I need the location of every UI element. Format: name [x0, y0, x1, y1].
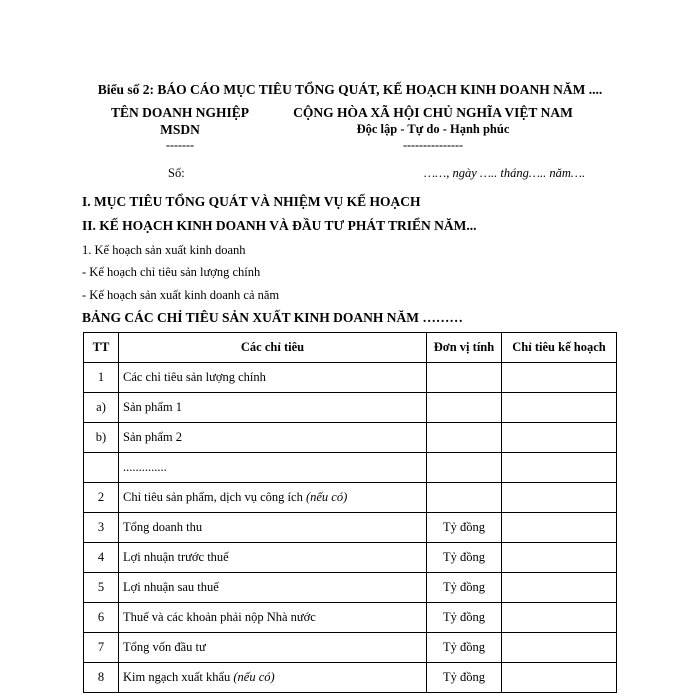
row-indicator [119, 603, 427, 633]
row-indicator [119, 393, 427, 423]
section-1-heading: I. MỤC TIÊU TỔNG QUÁT VÀ NHIỆM VỤ KẾ HOẠCH [82, 194, 421, 209]
row-indicator-text: Lợi nhuận sau thuế [123, 580, 219, 594]
row-plan-value [502, 423, 617, 453]
row-unit [427, 483, 502, 513]
table-header-row [84, 333, 617, 363]
document-title: Biểu số 2: BÁO CÁO MỤC TIÊU TỔNG QUÁT, KẾ HOẠCH KINH DOANH NĂM .... [97, 82, 603, 97]
row-plan-value [502, 483, 617, 513]
row-indicator-text: Sản phẩm 1 [123, 400, 183, 414]
row-indicator-text: Các chỉ tiêu sản lượng chính [123, 370, 266, 384]
row-indicator-text: Sản phẩm 2 [123, 430, 183, 444]
row-plan-value [502, 453, 617, 483]
section-2-heading: II. KẾ HOẠCH KINH DOANH VÀ ĐẦU TƯ PHÁT TRIỂN NĂM... [82, 218, 477, 233]
row-plan-value [502, 363, 617, 393]
item-1b: - Kế hoạch sản xuất kinh doanh cả năm [82, 288, 280, 302]
company-name: TÊN DOANH NGHIỆP [110, 105, 249, 120]
row-tt: 4 [84, 543, 119, 573]
row-plan-value [502, 663, 617, 693]
row-plan-value [502, 633, 617, 663]
row-tt: 1 [84, 363, 119, 393]
row-unit: Tỷ đồng [427, 603, 502, 633]
row-indicator-text: Tổng vốn đầu tư [123, 640, 206, 654]
national-motto: Độc lập - Tự do - Hạnh phúc [356, 122, 510, 136]
row-indicator [119, 543, 427, 573]
row-indicator-note: (nếu có) [233, 670, 275, 684]
header-unit: Đơn vị tính [427, 333, 502, 363]
table-row [84, 663, 617, 693]
row-indicator-text: Lợi nhuận trước thuế [123, 550, 229, 564]
motto-divider: --------------- [403, 138, 463, 152]
table-row [84, 363, 617, 393]
row-unit: Tỷ đồng [427, 543, 502, 573]
national-header [278, 104, 588, 152]
company-divider: ------- [166, 138, 194, 152]
row-indicator [119, 483, 427, 513]
table-title: BẢNG CÁC CHỈ TIÊU SẢN XUẤT KINH DOANH NĂM ……… [82, 310, 463, 325]
msdn-label: MSDN [160, 122, 200, 137]
indicators-table [83, 332, 617, 693]
table-row [84, 483, 617, 513]
row-unit: Tỷ đồng [427, 633, 502, 663]
row-plan-value [502, 603, 617, 633]
company-header [100, 104, 260, 152]
table-row [84, 633, 617, 663]
row-indicator-note: (nếu có) [305, 490, 348, 504]
row-plan-value [502, 393, 617, 423]
row-unit [427, 393, 502, 423]
row-indicator-text: Tổng doanh thu [123, 520, 203, 534]
table-row [84, 513, 617, 543]
table-row [84, 393, 617, 423]
table-row [84, 453, 617, 483]
row-tt: a) [84, 393, 119, 423]
row-indicator-text: .............. [123, 460, 167, 474]
table-row [84, 543, 617, 573]
row-indicator-text: Thuế và các khoản phải nộp Nhà nước [123, 610, 316, 624]
row-plan-value [502, 513, 617, 543]
table-row [84, 573, 617, 603]
row-indicator [119, 663, 427, 693]
row-plan-value [502, 543, 617, 573]
row-tt: 7 [84, 633, 119, 663]
item-1a: - Kế hoạch chỉ tiêu sản lượng chính [82, 265, 261, 279]
header-plan: Chỉ tiêu kế hoạch [502, 333, 617, 363]
header-tt: TT [84, 333, 119, 363]
row-unit: Tỷ đồng [427, 573, 502, 603]
row-indicator [119, 363, 427, 393]
row-tt: 8 [84, 663, 119, 693]
row-unit [427, 453, 502, 483]
row-indicator-text: Kim ngạch xuất khẩu [123, 670, 234, 684]
row-tt: 3 [84, 513, 119, 543]
header-indicators: Các chỉ tiêu [119, 333, 427, 363]
row-unit: Tỷ đồng [427, 663, 502, 693]
row-indicator [119, 573, 427, 603]
table-row [84, 423, 617, 453]
row-plan-value [502, 573, 617, 603]
item-1-heading: 1. Kế hoạch sản xuất kinh doanh [82, 243, 246, 257]
row-unit [427, 423, 502, 453]
row-unit [427, 363, 502, 393]
table-row [84, 603, 617, 633]
nation-name: CỘNG HÒA XÃ HỘI CHỦ NGHĨA VIỆT NAM [293, 105, 573, 120]
date-line: ……, ngày ….. tháng….. năm…. [424, 166, 586, 180]
row-tt: 6 [84, 603, 119, 633]
row-tt [84, 453, 119, 483]
row-indicator [119, 423, 427, 453]
row-indicator [119, 453, 427, 483]
document-number-label: Số: [168, 166, 185, 180]
row-unit: Tỷ đồng [427, 513, 502, 543]
row-indicator [119, 513, 427, 543]
row-tt: 2 [84, 483, 119, 513]
row-tt: 5 [84, 573, 119, 603]
row-indicator [119, 633, 427, 663]
row-indicator-text: Chỉ tiêu sản phẩm, dịch vụ công ích [123, 490, 306, 504]
row-tt: b) [84, 423, 119, 453]
